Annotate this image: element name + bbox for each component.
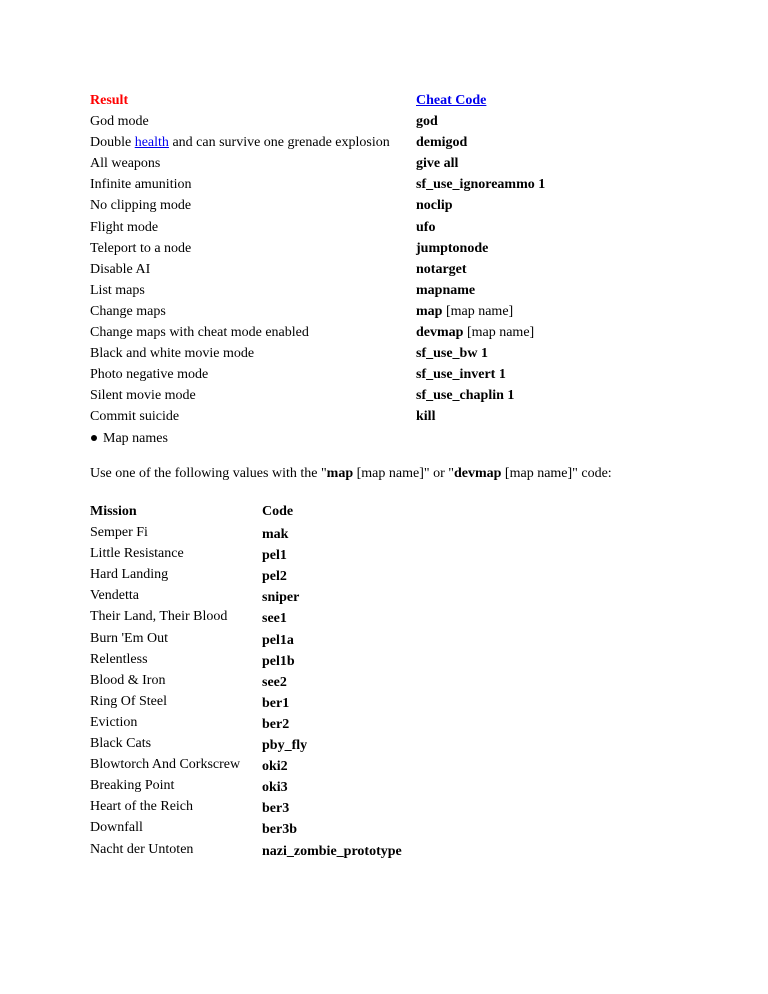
map-code-cell: pel1b <box>262 653 295 669</box>
result-cell: Change maps <box>90 303 166 319</box>
code-cell: ufo <box>416 219 436 235</box>
code-cell: sf_use_invert 1 <box>416 367 506 383</box>
code-cell: kill <box>416 409 436 425</box>
result-text: and can survive one grenade explosion <box>168 135 390 151</box>
intro-text: Use one of the following values with the " <box>90 466 327 481</box>
code-column-header: Code <box>262 504 294 519</box>
code-cell: noclip <box>416 198 453 214</box>
intro-map-keyword: map <box>326 466 354 481</box>
result-cell: All weapons <box>90 156 161 172</box>
mission-cell: Nacht der Untoten <box>90 841 194 857</box>
code-argument: [map name] <box>463 325 535 341</box>
result-cell: Flight mode <box>90 219 159 235</box>
cheat-code-column-header-link[interactable]: Cheat Code <box>416 93 487 108</box>
result-column-header: Result <box>90 93 129 108</box>
map-code-cell: nazi_zombie_prototype <box>262 843 402 859</box>
mission-column-header: Mission <box>90 504 137 519</box>
mission-cell: Breaking Point <box>90 778 175 794</box>
result-cell: Change maps with cheat mode enabled <box>90 325 309 341</box>
mission-cell: Their Land, Their Blood <box>90 609 228 625</box>
result-cell: God mode <box>90 114 149 130</box>
mission-cell: Eviction <box>90 714 138 730</box>
code-cell: sf_use_ignoreammo 1 <box>416 177 546 193</box>
code-cell <box>416 324 534 342</box>
mission-cell: Hard Landing <box>90 567 169 583</box>
mission-cell: Blood & Iron <box>90 672 166 688</box>
map-code-cell: sniper <box>262 590 300 606</box>
mission-cell: Black Cats <box>90 736 152 752</box>
mission-cell: Blowtorch And Corkscrew <box>90 757 241 773</box>
map-usage-paragraph <box>90 465 612 483</box>
code-cell: sf_use_chaplin 1 <box>416 388 515 404</box>
map-code-cell: pel2 <box>262 569 287 585</box>
map-code-cell: oki3 <box>262 780 288 796</box>
code-cell: sf_use_bw 1 <box>416 346 488 362</box>
result-cell: Teleport to a node <box>90 240 192 256</box>
result-cell: Photo negative mode <box>90 367 209 383</box>
bullet-icon <box>91 435 97 441</box>
code-cell: notarget <box>416 261 467 277</box>
map-code-cell: ber1 <box>262 695 290 711</box>
code-cell <box>416 303 513 321</box>
map-code-cell: ber2 <box>262 716 290 732</box>
result-cell: Black and white movie mode <box>90 346 255 362</box>
result-cell: List maps <box>90 282 145 298</box>
map-code-cell: see1 <box>262 611 287 627</box>
result-cell: Infinite amunition <box>90 177 192 193</box>
map-code-cell: mak <box>262 527 289 543</box>
result-cell: Commit suicide <box>90 409 180 425</box>
mission-cell: Downfall <box>90 820 143 836</box>
mission-cell: Vendetta <box>90 588 139 604</box>
map-code-cell: see2 <box>262 674 287 690</box>
result-cell: Silent movie mode <box>90 388 196 404</box>
mission-cell: Burn 'Em Out <box>90 630 168 646</box>
map-code-cell: pel1a <box>262 632 294 648</box>
code-cell: mapname <box>416 282 476 298</box>
intro-devmap-keyword: devmap <box>453 466 502 481</box>
intro-text: [map name]" or " <box>353 466 454 481</box>
code-keyword: devmap <box>416 325 464 341</box>
code-cell: demigod <box>416 135 468 151</box>
map-code-cell: ber3b <box>262 822 297 838</box>
result-text: Double <box>90 135 135 151</box>
map-names-bullet-item <box>90 430 168 448</box>
bullet-label: Map names <box>103 431 168 446</box>
map-code-cell: oki2 <box>262 759 288 775</box>
code-cell: god <box>416 114 438 130</box>
result-cell <box>90 134 390 152</box>
code-cell: give all <box>416 156 459 172</box>
result-cell: Disable AI <box>90 261 151 277</box>
intro-text: [map name]" code: <box>501 466 612 481</box>
mission-cell: Semper Fi <box>90 525 148 541</box>
map-code-cell: pel1 <box>262 548 287 564</box>
code-argument: [map name] <box>442 303 514 319</box>
health-link[interactable]: health <box>134 135 169 151</box>
result-cell: No clipping mode <box>90 198 192 214</box>
mission-cell: Little Resistance <box>90 546 184 562</box>
map-code-cell: pby_fly <box>262 738 308 754</box>
mission-cell: Relentless <box>90 651 148 667</box>
code-cell: jumptonode <box>416 240 489 256</box>
mission-cell: Heart of the Reich <box>90 799 194 815</box>
mission-cell: Ring Of Steel <box>90 693 167 709</box>
map-code-cell: ber3 <box>262 801 290 817</box>
code-keyword: map <box>416 303 443 319</box>
